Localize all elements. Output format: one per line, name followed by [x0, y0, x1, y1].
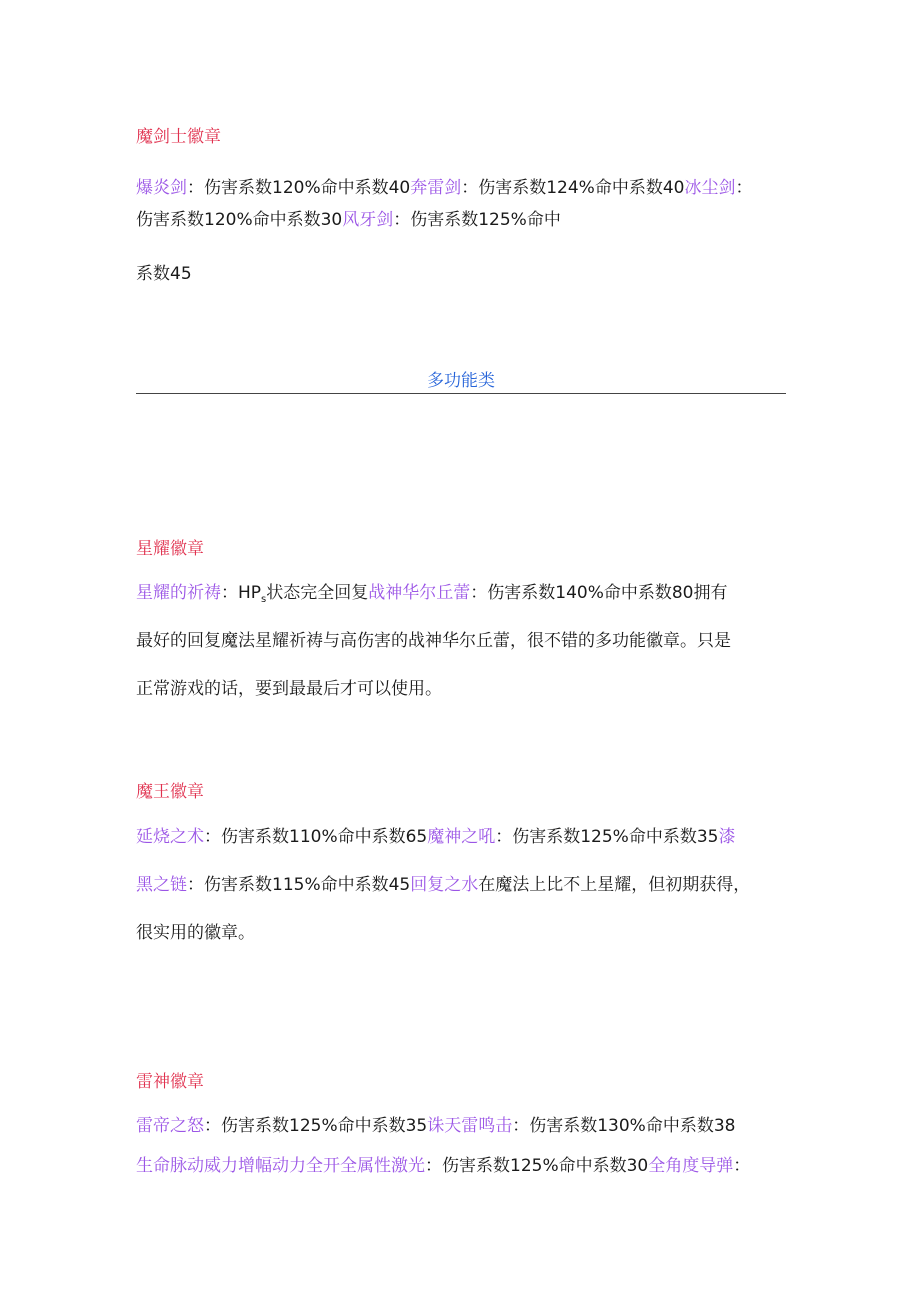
skill-name: 冰尘剑 [684, 178, 736, 198]
section-body-leishen [136, 1114, 788, 1178]
text-line [136, 825, 788, 849]
skill-desc: ： [735, 178, 753, 198]
section-title-mojianshi: 魔剑士徽章 [136, 127, 221, 147]
skill-name: 诛天雷鸣击 [427, 1116, 513, 1136]
section-body-mojianshi [136, 176, 788, 286]
section-title-leishen: 雷神徽章 [136, 1072, 204, 1092]
skill-name: 风牙剑 [342, 210, 394, 230]
paragraph-text: 正常游戏的话，要到最最后才可以使用。 [136, 679, 442, 699]
category-divider [136, 393, 786, 394]
text-line [136, 262, 788, 286]
skill-name: 延烧之术 [136, 827, 204, 847]
skill-desc: 状态完全回复 [266, 583, 369, 603]
text-line [136, 677, 788, 701]
skill-desc: ：伤害系数115%命中系数45 [187, 875, 411, 895]
skill-name: 雷帝之怒 [136, 1116, 204, 1136]
skill-name: 爆炎剑 [136, 178, 187, 198]
text-line [136, 873, 788, 897]
text-line [136, 208, 788, 232]
skill-desc: 系数45 [136, 264, 192, 284]
section-title-mowang: 魔王徽章 [136, 782, 204, 802]
subscript: s [261, 594, 267, 605]
skill-desc: ：伤害系数110%命中系数65 [204, 827, 428, 847]
text-line [136, 581, 788, 605]
section-body-xingyao [136, 581, 788, 701]
section-body-mowang [136, 825, 788, 945]
skill-name: 全角度导弹 [648, 1156, 734, 1176]
skill-desc: ： [733, 1156, 751, 1176]
skill-name: 战神华尔丘蕾 [368, 583, 471, 603]
skill-desc: ：HP [221, 583, 262, 603]
skill-desc: ：伤害系数120%命中系数40 [187, 178, 411, 198]
skill-desc: ：伤害系数125%命中系数35 [495, 827, 719, 847]
text-line [136, 921, 788, 945]
skill-name: 星耀的祈祷 [136, 583, 221, 603]
skill-name: 生命脉动威力增幅动力全开全属性激光 [136, 1156, 425, 1176]
text-line [136, 629, 788, 653]
skill-desc: ：伤害系数124%命中系数40 [461, 178, 685, 198]
skill-desc: ：伤害系数125%命中系数30 [425, 1156, 649, 1176]
paragraph-text: 很实用的徽章。 [136, 923, 255, 943]
skill-name: 魔神之吼 [427, 827, 496, 847]
paragraph-text: 最好的回复魔法星耀祈祷与高伤害的战神华尔丘蕾，很不错的多功能徽章。只是 [136, 631, 731, 651]
skill-desc: ：伤害系数140%命中系数80拥有 [470, 583, 728, 603]
section-title-xingyao: 星耀徽章 [136, 539, 204, 559]
category-title: 多功能类 [427, 371, 495, 391]
skill-desc: 伤害系数120%命中系数30 [136, 210, 343, 230]
text-line [136, 176, 788, 200]
skill-name: 奔雷剑 [410, 178, 462, 198]
skill-desc: ：伤害系数125%命中 [393, 210, 561, 230]
text-line [136, 1154, 788, 1178]
skill-desc: ：伤害系数130%命中系数38 [512, 1116, 736, 1136]
skill-desc: 在魔法上比不上星耀，但初期获得， [478, 875, 751, 895]
skill-name: 回复之水 [410, 875, 479, 895]
text-line [136, 1114, 788, 1138]
skill-name: 漆 [718, 827, 736, 847]
skill-desc: ：伤害系数125%命中系数35 [204, 1116, 428, 1136]
skill-name: 黑之链 [136, 875, 187, 895]
